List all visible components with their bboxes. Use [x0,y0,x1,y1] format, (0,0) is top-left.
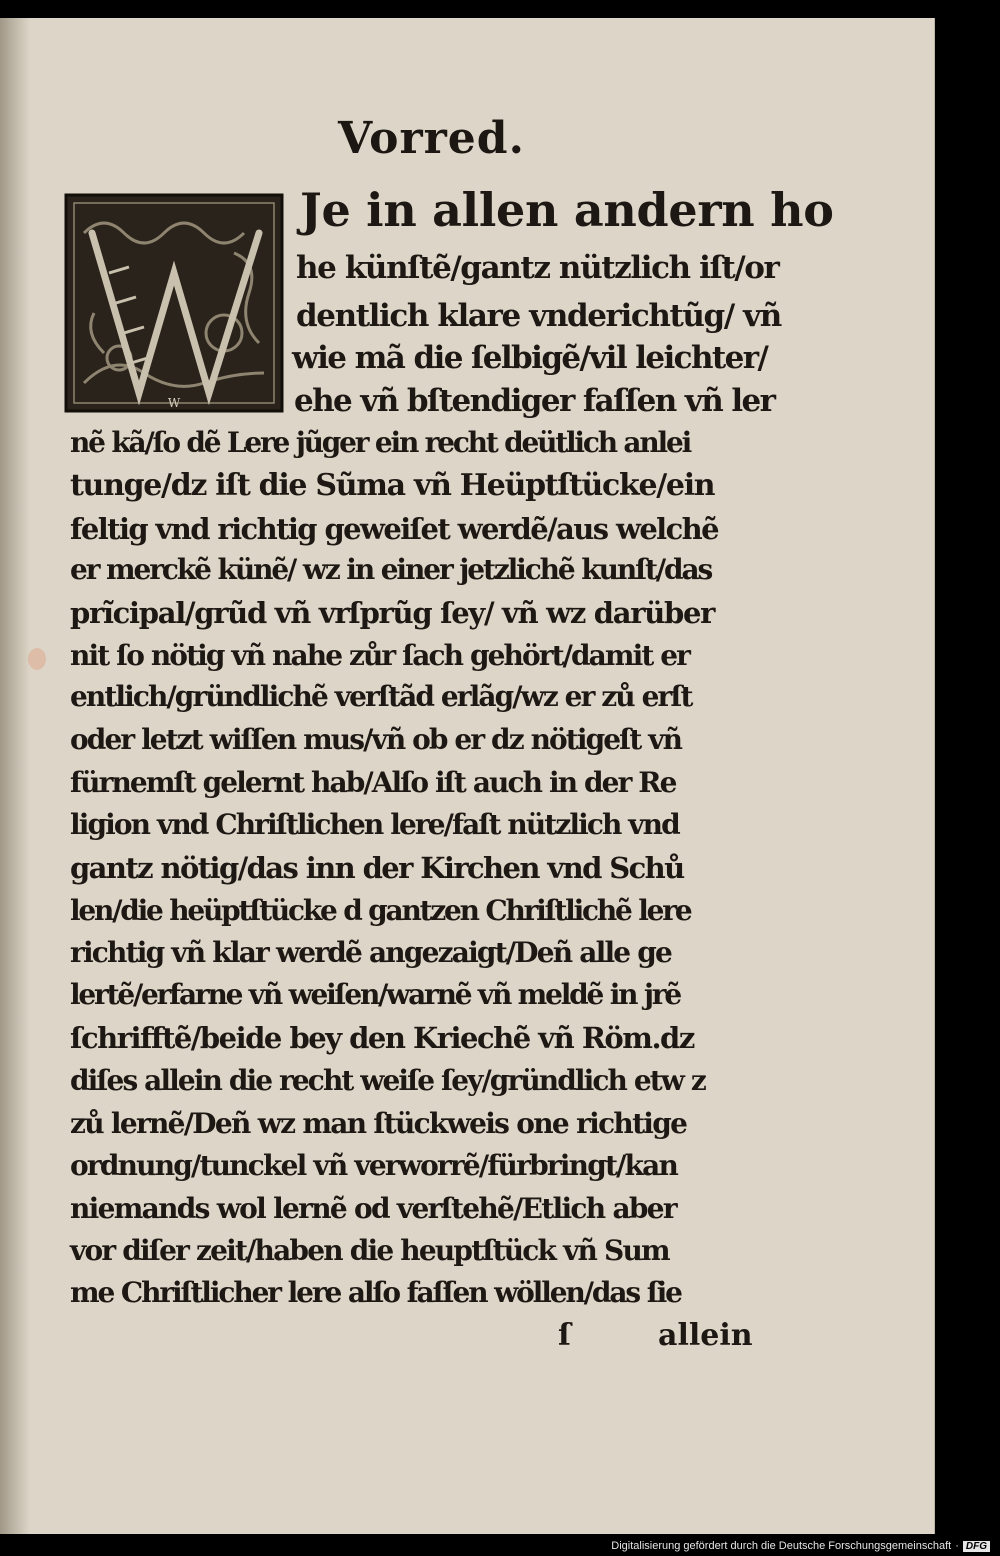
text-line: diſes allein die recht weiſe ſey/gründlich etw z [70,1064,705,1097]
text-line: ligion vnd Chriſtlichen lere/faſt nützlich vnd [70,808,679,841]
text-line: wie mã die ſelbigẽ/vil leichter/ [292,340,768,376]
text-line: tunge/dz iſt die Sũma vñ Heüptſtücke/ein [70,468,715,503]
text-line: entlich/gründlichẽ verſtãd erlãg/wz er zů erſt [70,680,692,713]
text-line: feltig vnd richtig geweiſet werdẽ/aus welchẽ [70,512,718,546]
text-line: ſchrifftẽ/beide bey den Kriechẽ vñ Röm.dz [70,1021,694,1055]
text-line: len/die heüptſtücke d gantzen Chriſtlichẽ lere [70,894,691,927]
text-line: Je in allen andern ho [300,183,834,237]
signature-mark: ſ [558,1318,571,1353]
page-gutter-shadow [0,18,30,1534]
text-line: fürnemſt gelernt hab/Alſo iſt auch in der Re [70,766,676,799]
paper-stain [28,648,46,670]
text-line: nẽ kã/ſo dẽ Lere jũger ein recht deütlich anlei [70,426,691,459]
text-line: gantz nötig/das inn der Kirchen vnd Schů [70,851,684,885]
text-line: he künſtẽ/gantz nützlich iſt/or [296,250,779,286]
text-line: lertẽ/erfarne vñ weiſen/warnẽ vñ meldẽ in jrẽ [70,978,680,1011]
book-page [0,18,935,1534]
initial-letter: W [167,396,181,410]
page-header: Vorred. [338,113,525,164]
text-line: zů lernẽ/Deñ wz man ſtückweis one richtige [70,1107,687,1140]
decorated-initial-W [64,193,284,413]
text-line: me Chriſtlicher lere alſo faſſen wöllen/das ſie [70,1276,681,1309]
text-line: dentlich klare vnderichtũg/ vñ [296,298,781,334]
text-line: prĩcipal/grũd vñ vrſprũg ſey/ vñ wz darüber [70,596,715,630]
text-line: oder letzt wiſſen mus/vñ ob er dz nötigeſt vñ [70,723,682,756]
text-line: niemands wol lernẽ od verſtehẽ/Etlich aber [70,1192,676,1225]
text-line: vor diſer zeit/haben die heuptſtück vñ Sum [70,1234,669,1267]
text-line: ordnung/tunckel vñ verworrẽ/fürbringt/kan [70,1149,678,1182]
footer-credit-text: Digitalisierung gefördert durch die Deutsche Forschungsgemeinschaft [611,1540,952,1552]
catchword: allein [658,1318,753,1353]
text-line: er merckẽ künẽ/ wz in einer jetzlichẽ kunſt/das [70,553,712,586]
text-line: ehe vñ bſtendiger faſſen vñ ler [294,383,775,419]
text-line: richtig vñ klar werdẽ angezaigt/Deñ alle ge [70,936,672,969]
dfg-logo: DFG [963,1541,990,1552]
text-line: nit ſo nötig vñ nahe zůr ſach gehört/damit er [70,639,690,672]
digitization-footer: Digitalisierung gefördert durch die Deutsche Forschungsgemeinschaft · DFG [611,1540,990,1552]
